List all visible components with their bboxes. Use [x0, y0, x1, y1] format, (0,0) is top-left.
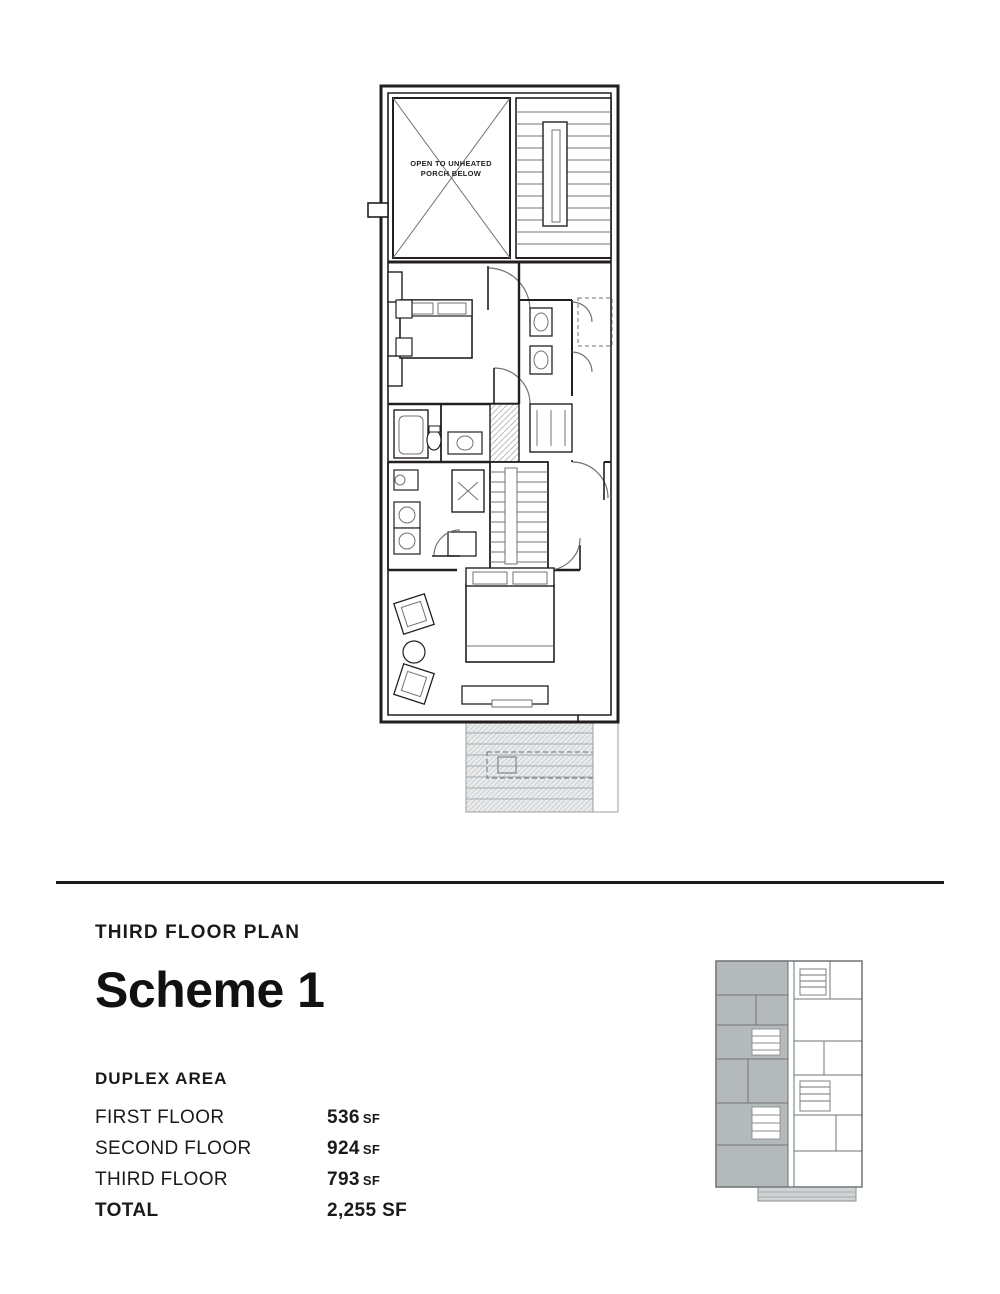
area-label-third-floor: THIRD FLOOR	[95, 1168, 228, 1190]
table-row	[95, 1169, 407, 1200]
table-row	[95, 1107, 407, 1138]
key-plan-thumbnail	[712, 955, 872, 1205]
area-unit: SF	[362, 1172, 381, 1188]
area-value-second-floor	[327, 1138, 407, 1169]
open-to-below-porch	[368, 98, 510, 258]
plan-geometry	[368, 86, 618, 812]
page-title: Scheme 1	[95, 962, 325, 1018]
area-number: 924	[327, 1137, 360, 1159]
key-plan-geometry	[716, 961, 862, 1201]
porch-annotation-line2: PORCH BELOW	[420, 169, 482, 178]
area-number: 536	[327, 1106, 360, 1128]
area-number: 793	[327, 1168, 360, 1190]
plan-label: THIRD FLOOR PLAN	[95, 922, 301, 943]
caption-block	[95, 922, 655, 1231]
exterior-stair	[466, 722, 618, 812]
area-heading: DUPLEX AREA	[95, 1068, 228, 1088]
porch-annotation-line1: OPEN TO UNHEATED	[410, 159, 492, 168]
section-divider	[56, 881, 944, 884]
utility-closet	[388, 462, 484, 570]
area-label-total: TOTAL	[95, 1199, 159, 1221]
area-label-first-floor: FIRST FLOOR	[95, 1106, 225, 1128]
table-row	[95, 1138, 407, 1169]
key-plan-svg	[712, 955, 872, 1205]
upper-stair	[516, 98, 611, 258]
bedroom-upper	[388, 266, 530, 404]
bedroom-lower	[388, 538, 580, 707]
table-row-total	[95, 1200, 407, 1231]
area-value-third-floor	[327, 1169, 407, 1200]
area-table	[95, 1107, 407, 1231]
area-label-second-floor: SECOND FLOOR	[95, 1137, 252, 1159]
area-value-total: 2,255 SF	[327, 1199, 408, 1221]
bath-middle	[388, 404, 572, 462]
center-stair	[490, 460, 611, 570]
area-value-first-floor	[327, 1107, 407, 1138]
area-unit: SF	[362, 1110, 381, 1126]
area-unit: SF	[362, 1141, 381, 1157]
